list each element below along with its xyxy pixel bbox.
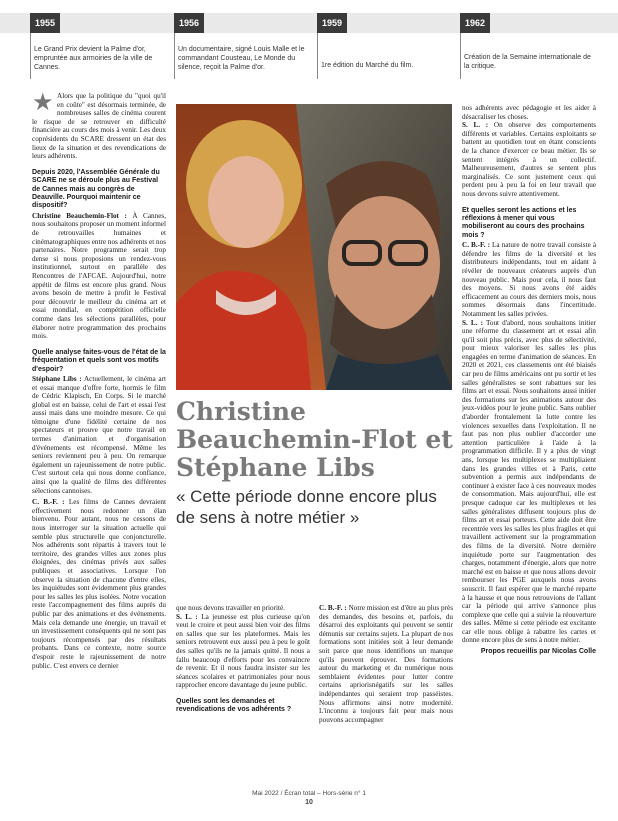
column-mid-2 xyxy=(319,604,453,776)
speaker-label: S. L. : xyxy=(462,318,483,327)
question-2: Quelle analyse faites-vous de l'état de la fréquentation et quels sont vos motifs d'espoir? xyxy=(32,348,166,373)
timeline-year: 1956 xyxy=(174,13,204,33)
question-3: Quelles sont les demandes et revendications de vos adhérents ? xyxy=(176,697,292,714)
column-right xyxy=(462,104,596,784)
timeline-divider xyxy=(30,33,31,79)
answer-text: Tout d'abord, nous souhaitons initier une réforme du classement art et essai afin qu'il soit plus précis, avec plus de sélectivité, pour mieux valoriser les salles les plus engagées en terme d'animation de séances. En 2020 et 2021, ces classements ont été biaisés car peu de films américains ont pu sortir et les salles généralistes se sont rabattues sur les films art et essai. Nous souhaitons aussi initier des formations sur les animations autour des jeux-vidéos pour le jeune public. Sans oublier d'aborder frontalement la lutte contre les violences sexuelles dans l'exploitation. Il ne faut pas non plus oublier d'accorder une attention particulière à l'aide à la programmation difficile. Il y a plus de vingt ans, lorsque les multiplexes se multipliaient dans les grandes villes et à Paris, cette subvention a permis aux indépendants de continuer à exister face à ces nouveaux modes de consommation. Mais aujourd'hui, elle est presque caduque car les multiplexes et les salles généralistes diffusent toujours plus de films art et essai porteurs. Cette aide doit être recentrée vers les salles les plus fragiles et qui travaillent activement sur la programmation des films de la diversité. Notre dernière inquiétude porte sur l'augmentation des charges, notamment d'énergie, alors que notre marché est en baisse et que nous allons devoir rembourser les PGE auxquels nous avons souscrit. Il faut espérer que le marché reparte à la hausse et que nous retrouvions de l'allant car la période qui arrive s'annonce plus complexe que celle qui a suivie la réouverture des salles. Même si cette période est excitante car elle nous oblige à rabattre les cartes et donne encore plus de sens à notre métier. xyxy=(462,318,596,645)
timeline-year: 1955 xyxy=(30,13,60,33)
speaker-label: S. L. : xyxy=(462,121,489,130)
intro-text: Alors que la politique du "quoi qu'il en coûte" est désormais terminée, de nombreuses salles de cinéma courent le risque de se retrouver en difficulté financière au cours des mois à venir. Les deux coprésidents du SCARE dressent un état des lieux de la situation et des revendications de leurs adhérents. xyxy=(32,92,166,161)
speaker-label: Christine Beauchemin-Flot : xyxy=(32,211,127,220)
speaker-label: C. B.-F. : xyxy=(319,604,347,612)
page-number: 10 xyxy=(305,799,313,806)
speaker-label: S. L. : xyxy=(176,612,198,621)
signature: Propos recueillis par Nicolas Colle xyxy=(480,648,596,656)
article-title: Christine Beauchemin-Flot et Stéphane Libs xyxy=(176,397,453,482)
speaker-label: C. B.-F. : xyxy=(462,241,490,250)
answer-text: nos adhérents avec pédagogie et les aider à désacraliser les choses. xyxy=(462,104,596,121)
answer-text: Actuellement, le cinéma art et essai manque d'offre forte, hormis le film de Cédric Klapisch, En Corps. Si le marché global est en baisse, celui de l'art et essai l'est aussi mais dans une moindre mesure. Ce qui témoigne d'une fidélité certaine de nos spectateurs et prouve que notre travail en termes d'animation et d'organisation d'événements est récompensé. Même les seniors reviennent peu à peu. On remarque également un rajeunissement de notre public. C'est surtout cela qui nous donne confiance, ainsi que la qualité de films des différentes sélections cannoises. xyxy=(32,374,166,495)
speaker-label: C. B.-F. : xyxy=(32,498,65,507)
portrait-photo xyxy=(176,104,452,390)
timeline-text: 1re édition du Marché du film. xyxy=(321,62,414,69)
answer-text: La jeunesse est plus curieuse qu'on veut le croire et peut aussi bien voir des films en salles que sur les plateformes. Mais les seniors retrouvent eux aussi peu à peu le goût des salles qu'ils ne la jamais quitté. Il nous a fallu beaucoup d'efforts pour les convaincre de revenir. Et il nous faudra insister sur les séances scolaires et patrimoniales pour nous rapprocher encore davantage du jeune public. xyxy=(176,612,310,690)
pull-quote: « Cette période donne encore plus de sens à notre métier » xyxy=(176,487,437,527)
speaker-label: Stéphane Libs : xyxy=(32,374,82,383)
column-left xyxy=(32,92,166,782)
timeline xyxy=(0,0,618,90)
timeline-divider xyxy=(317,33,318,79)
timeline-year: 1959 xyxy=(317,13,347,33)
portrait-illustration xyxy=(176,104,452,390)
answer-text: Notre mission est d'être au plus près des demandes, des besoins et, parfois, du désarroi des exploitants qui peuvent se sentir démunis sur certains sujets. La plupart de nos formations sont initiées soit à leur demande soit parce que nous identifions un manque qu'ils peuvent éprouver. Des formations autour du marketing et du numérique nous semblaient évidentes pour lutter contre certains apriorisnégatifs sur les salles indépendantes qui seraient trop passéistes. Nous affirmons ainsi notre modernité. L'inconnu a toujours fait peur mais nous pouvons accompagner xyxy=(319,604,453,724)
timeline-bar xyxy=(0,13,618,33)
answer-text: La nature de notre travail consiste à défendre les films de la diversité et les distributeurs indépendants, tout en aidant à révéler de nouveaux créateurs auprès d'un nouveau public. Mais pour cela, il nous faut des moyens. Si nous avons été aidés efficacement au cours des derniers mois, nous sommes désormais dans l'incertitude. Notamment les salles privées. xyxy=(462,241,596,318)
page-footer xyxy=(0,790,618,806)
timeline-divider xyxy=(460,33,461,79)
answer-text: Les films de Cannes devraient effectivement nous redonner un élan bienvenu. Pour autant, nous ne cessons de nous interroger sur la situation actuelle qui semble plus structurelle que conjoncturelle. Nos adhérents sont répartis à travers tout le territoire, des grandes villes aux zones plus éloignées, des cinémas privés aux salles publiques et associatives. Lorsque l'on observe la situation de chacune d'entre elles, les inquiétudes sont évidemment plus grandes pour les salles les plus isolées. Notre vocation reste l'accompagnement des films auprès du public par des animations et des événements. Mais cela demande une énergie, un travail et un investissement conséquents qui ne sont pas toujours récompensés par des résultats probants. Dans ce contexte, notre source d'espoir reste le rajeunissement de notre public. C'est envers ce dernier xyxy=(32,498,166,670)
timeline-text: Le Grand Prix devient la Palme d'or, empruntée aux armoiries de la ville de Cannes. xyxy=(34,46,153,71)
timeline-text: Création de la Semaine internationale de la critique. xyxy=(464,54,591,70)
question-4: Et quelles seront les actions et les réflexions à mener qui vous mobiliseront au cours des prochains mois ? xyxy=(462,206,585,239)
star-icon: ★ xyxy=(32,92,54,116)
answer-text: On observe des comportements différents et variables. Certains exploitants se battent au quotidien tout en étant conscients de la chance d'exercer ce beau métier. Ils se sentent intégrés à un collectif. Malheureusement, d'autres se sentent plus marginalisés. Ce sont justement ceux qui perdent peu à peu la foi en leur travail que nous devons suivre attentivement. xyxy=(462,121,596,198)
timeline-divider xyxy=(174,33,175,79)
answer-text: À Cannes, nous souhaitons proposer un moment informel de retrouvailles humaines et cinématographiques entre nos adhérents et nos partenaires. Notre programme serait trop dense si nous proposions un rendez-vous institutionnel, surtout en parallèle des Rencontres de l'AFCAE. Aujourd'hui, notre appétit de films est encore plus grand. Nous avons besoin de mettre à profit le Festival pour découvrir le meilleur du cinéma art et essai mondial, en compétition officielle comme dans les sélections parallèles, pour élaborer notre programmation des prochains mois. xyxy=(32,211,166,341)
timeline-text: Un documentaire, signé Louis Malle et le commandant Cousteau, Le Monde du silence, reçoit la Palme d'or. xyxy=(178,46,305,71)
answer-text: que nous devons travailler en priorité. xyxy=(176,604,285,612)
column-mid-1 xyxy=(176,604,310,774)
footer-issue: Mai 2022 / Écran total – Hors-série n° 1 xyxy=(252,790,366,797)
timeline-year: 1962 xyxy=(460,13,490,33)
question-1: Depuis 2020, l'Assemblée Générale du SCARE ne se déroule plus au Festival de Cannes mais au congrès de Deauville. Pourquoi maintenir ce dispositif? xyxy=(32,168,160,210)
